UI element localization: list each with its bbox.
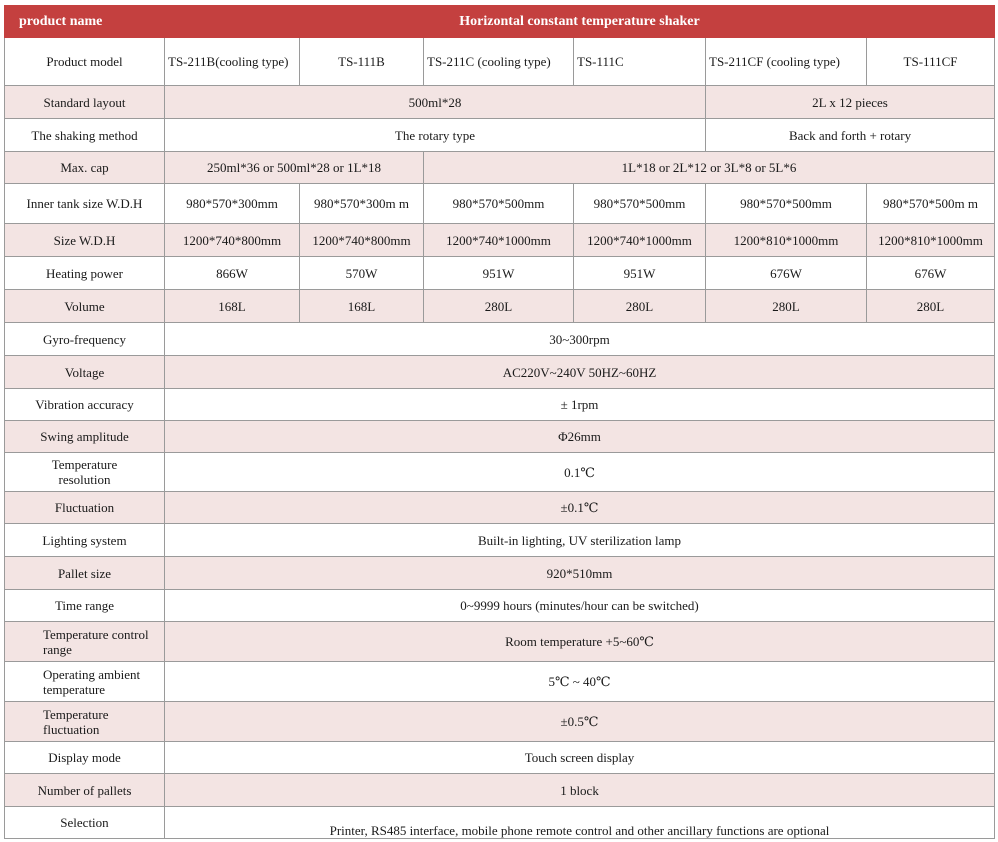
model-cell: TS-211CF (cooling type) — [706, 38, 867, 86]
value-cell: 5℃ ~ 40℃ — [165, 662, 995, 702]
row-label: Gyro-frequency — [5, 323, 165, 356]
value-cell: 1200*740*1000mm — [424, 224, 574, 257]
row-label-line: resolution — [58, 472, 111, 487]
value-cell: Touch screen display — [165, 742, 995, 774]
value-cell: 168L — [165, 290, 300, 323]
value-cell: 980*570*500mm — [424, 184, 574, 224]
value-cell: 2L x 12 pieces — [706, 86, 995, 119]
value-cell: 250ml*36 or 500ml*28 or 1L*18 — [165, 152, 424, 184]
row-label-line: temperature — [43, 681, 106, 697]
row-label-line: range — [43, 641, 72, 657]
value-cell: 676W — [706, 257, 867, 290]
row-label-line: Operating ambient — [43, 666, 141, 682]
voltage-row — [5, 356, 995, 389]
temp-control-row — [5, 622, 995, 662]
row-label — [5, 662, 165, 702]
value-cell: Φ26mm — [165, 421, 995, 453]
inner-tank-row — [5, 184, 995, 224]
row-label-line: Temperature — [51, 457, 118, 472]
row-label-line: Temperature control — [43, 626, 149, 642]
row-label: Vibration accuracy — [5, 389, 165, 421]
value-cell: 951W — [424, 257, 574, 290]
value-cell: 30~300rpm — [165, 323, 995, 356]
value-cell: 280L — [867, 290, 995, 323]
model-cell: TS-211B(cooling type) — [165, 38, 300, 86]
spec-table — [4, 5, 995, 839]
value-cell: Printer, RS485 interface, mobile phone remote control and other ancillary functions are optional — [165, 807, 995, 839]
value-cell: 980*570*500mm — [706, 184, 867, 224]
row-label — [5, 453, 165, 492]
row-label: Product model — [5, 38, 165, 86]
pallets-row — [5, 774, 995, 807]
value-cell: 0.1℃ — [165, 453, 995, 492]
row-label — [5, 702, 165, 742]
value-cell: 980*570*500mm — [574, 184, 706, 224]
table-title: Horizontal constant temperature shaker — [165, 6, 995, 38]
row-label: Size W.D.H — [5, 224, 165, 257]
temp-fluctuation-row — [5, 702, 995, 742]
row-label: Pallet size — [5, 557, 165, 590]
row-label: Swing amplitude — [5, 421, 165, 453]
row-label: Inner tank size W.D.H — [5, 184, 165, 224]
ambient-row — [5, 662, 995, 702]
value-cell: ± 1rpm — [165, 389, 995, 421]
value-cell: 1200*740*800mm — [300, 224, 424, 257]
model-cell: TS-111CF — [867, 38, 995, 86]
lighting-row — [5, 524, 995, 557]
value-cell: Room temperature +5~60℃ — [165, 622, 995, 662]
value-cell: 500ml*28 — [165, 86, 706, 119]
row-label: The shaking method — [5, 119, 165, 152]
row-label: Max. cap — [5, 152, 165, 184]
fluctuation-row — [5, 492, 995, 524]
selection-row — [5, 807, 995, 839]
value-cell: 1200*810*1000mm — [706, 224, 867, 257]
row-label: Display mode — [5, 742, 165, 774]
value-cell: 570W — [300, 257, 424, 290]
size-row — [5, 224, 995, 257]
value-cell: 951W — [574, 257, 706, 290]
value-cell: The rotary type — [165, 119, 706, 152]
row-label: Volume — [5, 290, 165, 323]
product-name-header: product name — [5, 6, 165, 38]
value-cell: 1200*740*800mm — [165, 224, 300, 257]
row-label: Fluctuation — [5, 492, 165, 524]
row-label: Voltage — [5, 356, 165, 389]
value-cell: 280L — [424, 290, 574, 323]
row-label: Selection — [5, 807, 165, 839]
model-cell: TS-211C (cooling type) — [424, 38, 574, 86]
heating-power-row — [5, 257, 995, 290]
value-cell: 0~9999 hours (minutes/hour can be switched) — [165, 590, 995, 622]
value-cell: 980*570*300m m — [300, 184, 424, 224]
value-cell: 1L*18 or 2L*12 or 3L*8 or 5L*6 — [424, 152, 995, 184]
display-row — [5, 742, 995, 774]
value-cell: 1200*740*1000mm — [574, 224, 706, 257]
value-cell: 1200*810*1000mm — [867, 224, 995, 257]
time-range-row — [5, 590, 995, 622]
gyro-row — [5, 323, 995, 356]
max-cap-row — [5, 152, 995, 184]
value-cell: Back and forth + rotary — [706, 119, 995, 152]
standard-layout-row — [5, 86, 995, 119]
value-cell: 676W — [867, 257, 995, 290]
row-label: Lighting system — [5, 524, 165, 557]
volume-row — [5, 290, 995, 323]
value-cell: 1 block — [165, 774, 995, 807]
temp-resolution-row — [5, 453, 995, 492]
row-label: Number of pallets — [5, 774, 165, 807]
value-cell: AC220V~240V 50HZ~60HZ — [165, 356, 995, 389]
value-cell: 280L — [574, 290, 706, 323]
value-cell: 980*570*300mm — [165, 184, 300, 224]
model-cell: TS-111C — [574, 38, 706, 86]
value-cell: ±0.1℃ — [165, 492, 995, 524]
value-cell: Built-in lighting, UV sterilization lamp — [165, 524, 995, 557]
value-cell: 920*510mm — [165, 557, 995, 590]
shaking-method-row — [5, 119, 995, 152]
row-label-line: fluctuation — [43, 721, 100, 737]
value-cell: 280L — [706, 290, 867, 323]
model-cell: TS-111B — [300, 38, 424, 86]
row-label: Heating power — [5, 257, 165, 290]
pallet-size-row — [5, 557, 995, 590]
value-cell: ±0.5℃ — [165, 702, 995, 742]
row-label: Time range — [5, 590, 165, 622]
row-label: Standard layout — [5, 86, 165, 119]
product-model-row — [5, 38, 995, 86]
header-row — [5, 6, 995, 38]
value-cell: 168L — [300, 290, 424, 323]
row-label — [5, 622, 165, 662]
swing-row — [5, 421, 995, 453]
value-cell: 866W — [165, 257, 300, 290]
vibration-row — [5, 389, 995, 421]
row-label-line: Temperature — [43, 706, 109, 722]
value-cell: 980*570*500m m — [867, 184, 995, 224]
